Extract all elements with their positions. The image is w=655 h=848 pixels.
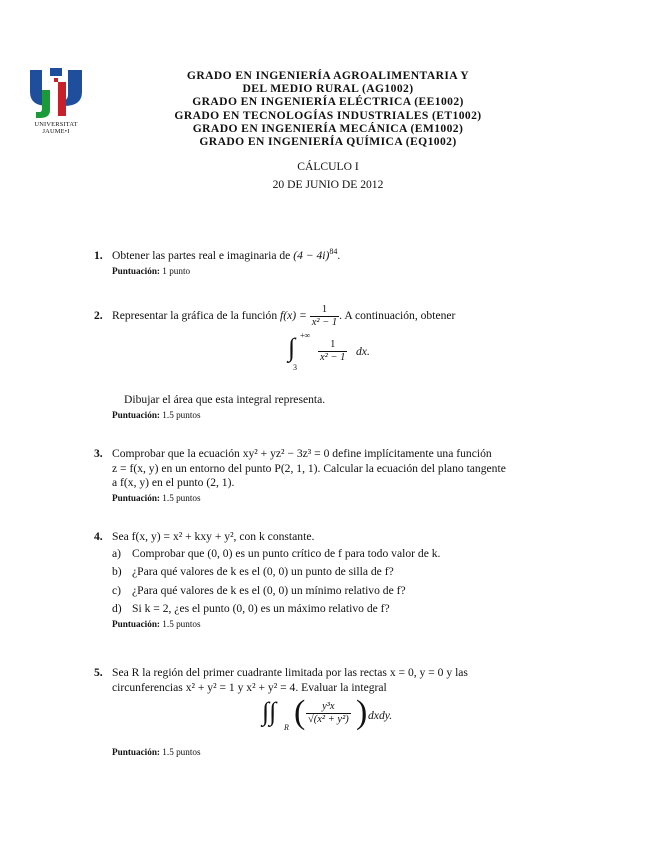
- score-value: 1.5 puntos: [162, 618, 201, 629]
- integral-upper-limit: +∞: [300, 331, 311, 340]
- q4-item: [112, 584, 548, 599]
- q2-text2: . A continuación, obtener: [339, 309, 456, 323]
- left-paren: (: [294, 694, 306, 732]
- double-integral-sign: ∫∫: [262, 697, 277, 727]
- score-value: 1 punto: [162, 265, 191, 276]
- question-4: [94, 530, 548, 632]
- score-line: [112, 617, 548, 632]
- q1-text: Obtener las partes real e imaginaria de: [112, 249, 291, 262]
- question-text: [112, 249, 548, 264]
- university-logo: [28, 66, 84, 140]
- item-text: ¿Para qué valores de k es el (0, 0) un mínimo relativo de f?: [132, 583, 406, 597]
- fraction-denominator: √(x² + y²): [308, 714, 349, 726]
- score-label: Puntuación:: [112, 747, 160, 758]
- question-text: [112, 304, 548, 329]
- item-label: b): [112, 565, 122, 579]
- question-2: [94, 304, 548, 422]
- header-line: DEL MEDIO RURAL (AG1002): [242, 82, 414, 96]
- fraction-denominator: x² − 1: [320, 352, 346, 363]
- score-line: [112, 408, 548, 423]
- q4-item: [112, 602, 548, 617]
- integral-differential: dxdy.: [368, 709, 393, 723]
- q4-text: Sea f(x, y) = x² + kxy + y², con k constante.: [112, 530, 315, 543]
- q2-instruction: Dibujar el área que esta integral representa.: [124, 393, 326, 406]
- exam-header: [150, 69, 506, 148]
- question-number: 2.: [94, 309, 103, 322]
- q3-line: Comprobar que la ecuación xy² + yz² − 3z³ = 0 define implícitamente una función: [112, 447, 492, 460]
- logo-text-line2: JAUME•I: [42, 128, 70, 135]
- header-line: GRADO EN INGENIERÍA MECÁNICA (EM1002): [192, 121, 464, 135]
- item-label: d): [112, 602, 122, 616]
- score-label: Puntuación:: [112, 409, 160, 420]
- header-line: GRADO EN INGENIERÍA AGROALIMENTARIA Y: [186, 69, 470, 82]
- q1-tail: .: [337, 249, 341, 262]
- fraction-numerator: y³x: [306, 701, 351, 714]
- fraction-denominator: x² − 1: [311, 317, 338, 328]
- question-number: 3.: [94, 447, 103, 460]
- logo-text: [28, 121, 84, 135]
- q2-function-fraction: [310, 304, 339, 329]
- q4-item: [112, 547, 548, 562]
- q5-line: Sea R la región del primer cuadrante limitada por las rectas x = 0, y = 0 y las: [112, 666, 468, 679]
- question-number: 1.: [94, 249, 103, 262]
- integral-differential: dx.: [356, 345, 370, 358]
- q5-line: circunferencias x² + y² = 1 y x² + y² = 4. Evaluar la integral: [112, 680, 387, 694]
- item-label: c): [112, 583, 122, 597]
- q5-integrand: [306, 701, 351, 726]
- question-text: [112, 666, 548, 695]
- q1-exponent: 84: [329, 247, 338, 257]
- score-label: Puntuación:: [112, 492, 160, 503]
- q1-expression: (4 − 4i): [293, 249, 330, 262]
- integral-region: R: [284, 723, 289, 733]
- score-label: Puntuación:: [112, 265, 160, 276]
- fraction-numerator: 1: [310, 304, 339, 317]
- q3-line: z = f(x, y) en un entorno del punto P(2, 1, 1). Calcular la ecuación del plano tangente: [112, 461, 506, 475]
- score-line: [112, 491, 548, 506]
- q3-line: a f(x, y) en el punto (2, 1).: [112, 476, 235, 490]
- header-line: GRADO EN INGENIERÍA ELÉCTRICA (EE1002): [192, 95, 464, 109]
- q5-integral: [94, 695, 548, 741]
- score-value: 1.5 puntos: [162, 409, 201, 420]
- q4-item: [112, 565, 548, 580]
- fraction-numerator: 1: [318, 339, 347, 352]
- q2-function-lhs: f(x) =: [280, 309, 307, 323]
- score-label: Puntuación:: [112, 618, 160, 629]
- score-value: 1.5 puntos: [162, 492, 201, 503]
- header-line: GRADO EN TECNOLOGÍAS INDUSTRIALES (ET1002): [174, 108, 482, 122]
- subject-title: CÁLCULO I: [297, 160, 359, 173]
- score-value: 1.5 puntos: [162, 747, 201, 758]
- q2-text: Representar la gráfica de la función: [112, 309, 278, 323]
- question-text: [112, 447, 548, 491]
- q2-integral: [94, 331, 548, 372]
- integral-lower-limit: 3: [293, 363, 297, 372]
- score-line: [112, 745, 548, 760]
- item-text: Si k = 2, ¿es el punto (0, 0) es un máximo relativo de f?: [132, 602, 390, 616]
- right-paren: ): [356, 694, 368, 732]
- item-text: ¿Para qué valores de k es el (0, 0) un punto de silla de f?: [132, 565, 394, 579]
- question-3: [94, 447, 548, 505]
- exam-date: 20 DE JUNIO DE 2012: [272, 178, 384, 191]
- item-label: a): [112, 546, 122, 560]
- score-line: [112, 264, 548, 279]
- integral-sign: ∫: [288, 333, 296, 362]
- q2-integrand: [318, 339, 347, 364]
- question-5: [94, 666, 548, 760]
- item-text: Comprobar que (0, 0) es un punto crítico de f para todo valor de k.: [132, 546, 441, 560]
- question-number: 4.: [94, 530, 103, 543]
- logo-text-line1: UNIVERSITAT: [34, 121, 78, 128]
- header-line: GRADO EN INGENIERÍA QUÍMICA (EQ1002): [199, 135, 457, 149]
- question-1: [94, 249, 548, 278]
- question-number: 5.: [94, 666, 103, 679]
